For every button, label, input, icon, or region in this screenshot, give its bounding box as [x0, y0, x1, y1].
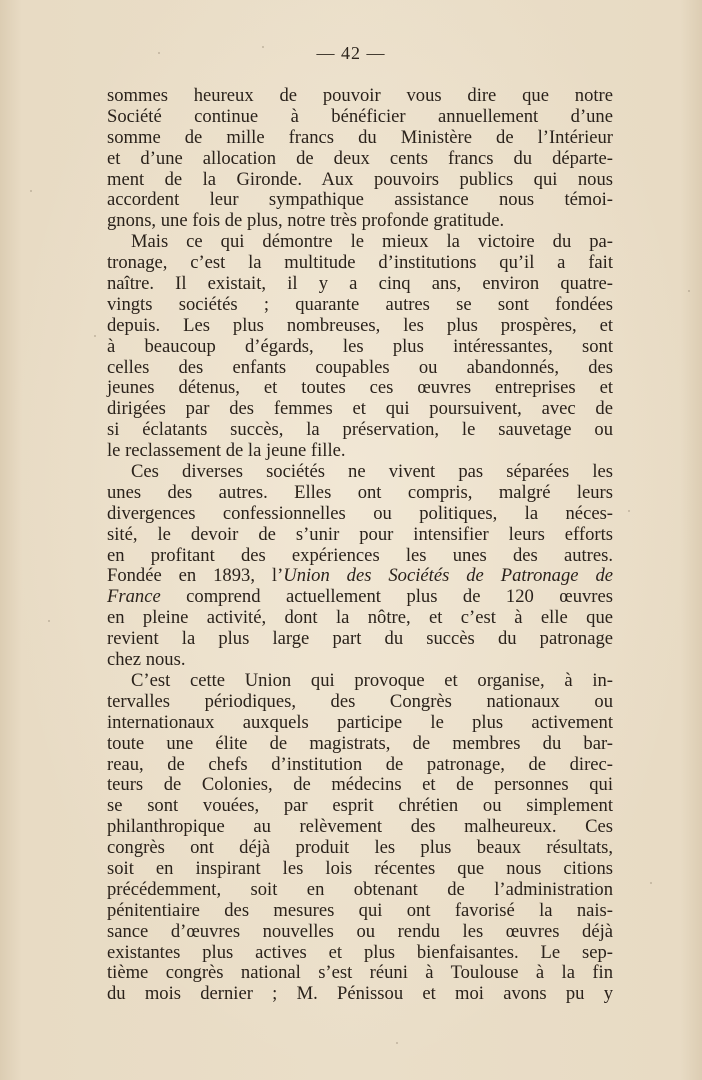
text-line: naître. Il existait, il y a cinq ans, environ quatre-	[107, 273, 613, 295]
text-line: internationaux auxquels participe le plus activement	[107, 711, 613, 733]
text-fragment: Fondée en 1893, l’	[107, 565, 284, 587]
text-line: jeunes détenus, et toutes ces œuvres entreprises et	[107, 377, 613, 399]
text-line: tième congrès national s’est réuni à Toulouse à la fin	[107, 962, 613, 984]
paper-speck	[94, 335, 96, 337]
text-line: tronage, c’est la multitude d’institutions qu’il a fait	[107, 252, 613, 274]
text-fragment: comprend actuellement plus de 120 œuvres	[186, 586, 613, 608]
text-line: divergences confessionnelles ou politiques, la néces-	[107, 502, 613, 524]
text-line-mixed	[107, 566, 613, 587]
text-line: philanthropique au relèvement des malheureux. Ces	[107, 816, 613, 838]
text-line: si éclatants succès, la préservation, le sauvetage ou	[107, 419, 613, 441]
text-line: accordent leur sympathique assistance nous témoi-	[107, 189, 613, 211]
italic-title-fragment: Union des Sociétés de Patronage de	[283, 565, 613, 587]
page-number: — 42 —	[316, 43, 386, 63]
text-line: chez nous.	[107, 649, 186, 671]
text-line: pénitentiaire des mesures qui ont favorisé la nais-	[107, 899, 613, 921]
body-text	[107, 86, 613, 1005]
text-line-mixed	[107, 587, 613, 608]
text-line: Mais ce qui démontre le mieux la victoire du pa-	[131, 231, 613, 253]
text-line: sance d’œuvres nouvelles ou rendu les œuvres déjà	[107, 920, 613, 942]
text-line: à beaucoup d’égards, les plus intéressantes, sont	[107, 335, 613, 357]
text-line: Ces diverses sociétés ne vivent pas séparées les	[131, 461, 613, 483]
text-line: soit en inspirant les lois récentes que nous citions	[107, 857, 613, 879]
paper-speck	[30, 190, 32, 192]
text-line: précédemment, soit en obtenant de l’administration	[107, 878, 613, 900]
paper-speck	[48, 620, 50, 622]
text-line: tervalles périodiques, des Congrès nationaux ou	[107, 690, 613, 712]
text-line: unes des autres. Elles ont compris, malgré leurs	[107, 481, 613, 503]
text-line: depuis. Les plus nombreuses, les plus prospères, et	[107, 314, 613, 336]
text-line: sommes heureux de pouvoir vous dire que notre	[107, 85, 613, 106]
text-line: existantes plus actives et plus bienfaisantes. Le sep-	[107, 941, 613, 963]
text-line: en profitant des expériences les unes des autres.	[107, 544, 613, 566]
text-line: reau, de chefs d’institution de patronage, de direc-	[107, 753, 613, 775]
text-line: toute une élite de magistrats, de membres du bar-	[107, 732, 613, 754]
text-line: teurs de Colonies, de médecins et de personnes qui	[107, 774, 613, 796]
text-line: C’est cette Union qui provoque et organise, à in-	[131, 669, 613, 691]
text-line: le reclassement de la jeune fille.	[107, 440, 346, 462]
text-line: Société continue à bénéficier annuellement d’une	[107, 105, 613, 127]
text-line: sité, le devoir de s’unir pour intensifier leurs efforts	[107, 523, 613, 545]
paper-speck	[650, 882, 652, 884]
paper-speck	[628, 510, 630, 512]
text-line: vingts sociétés ; quarante autres se sont fondées	[107, 293, 613, 315]
text-line: du mois dernier ; M. Pénissou et moi avons pu y	[107, 983, 613, 1005]
text-line: et d’une allocation de deux cents francs du départe-	[107, 147, 613, 169]
text-line: gnons, une fois de plus, notre très profonde gratitude.	[107, 210, 505, 232]
text-line: ment de la Gironde. Aux pouvoirs publics qui nous	[107, 168, 613, 190]
text-line: celles des enfants coupables ou abandonnés, des	[107, 356, 613, 378]
text-line: revient la plus large part du succès du patronage	[107, 628, 613, 650]
italic-title-fragment: France	[107, 586, 161, 608]
text-line: dirigées par des femmes et qui poursuivent, avec de	[107, 398, 613, 420]
text-line: congrès ont déjà produit les plus beaux résultats,	[107, 837, 613, 859]
text-line: se sont vouées, par esprit chrétien ou simplement	[107, 795, 613, 817]
text-line: en pleine activité, dont la nôtre, et c’est à elle que	[107, 607, 613, 629]
text-line: somme de mille francs du Ministère de l’Intérieur	[107, 126, 613, 148]
paper-speck	[688, 290, 690, 292]
paper-speck	[396, 1042, 398, 1044]
